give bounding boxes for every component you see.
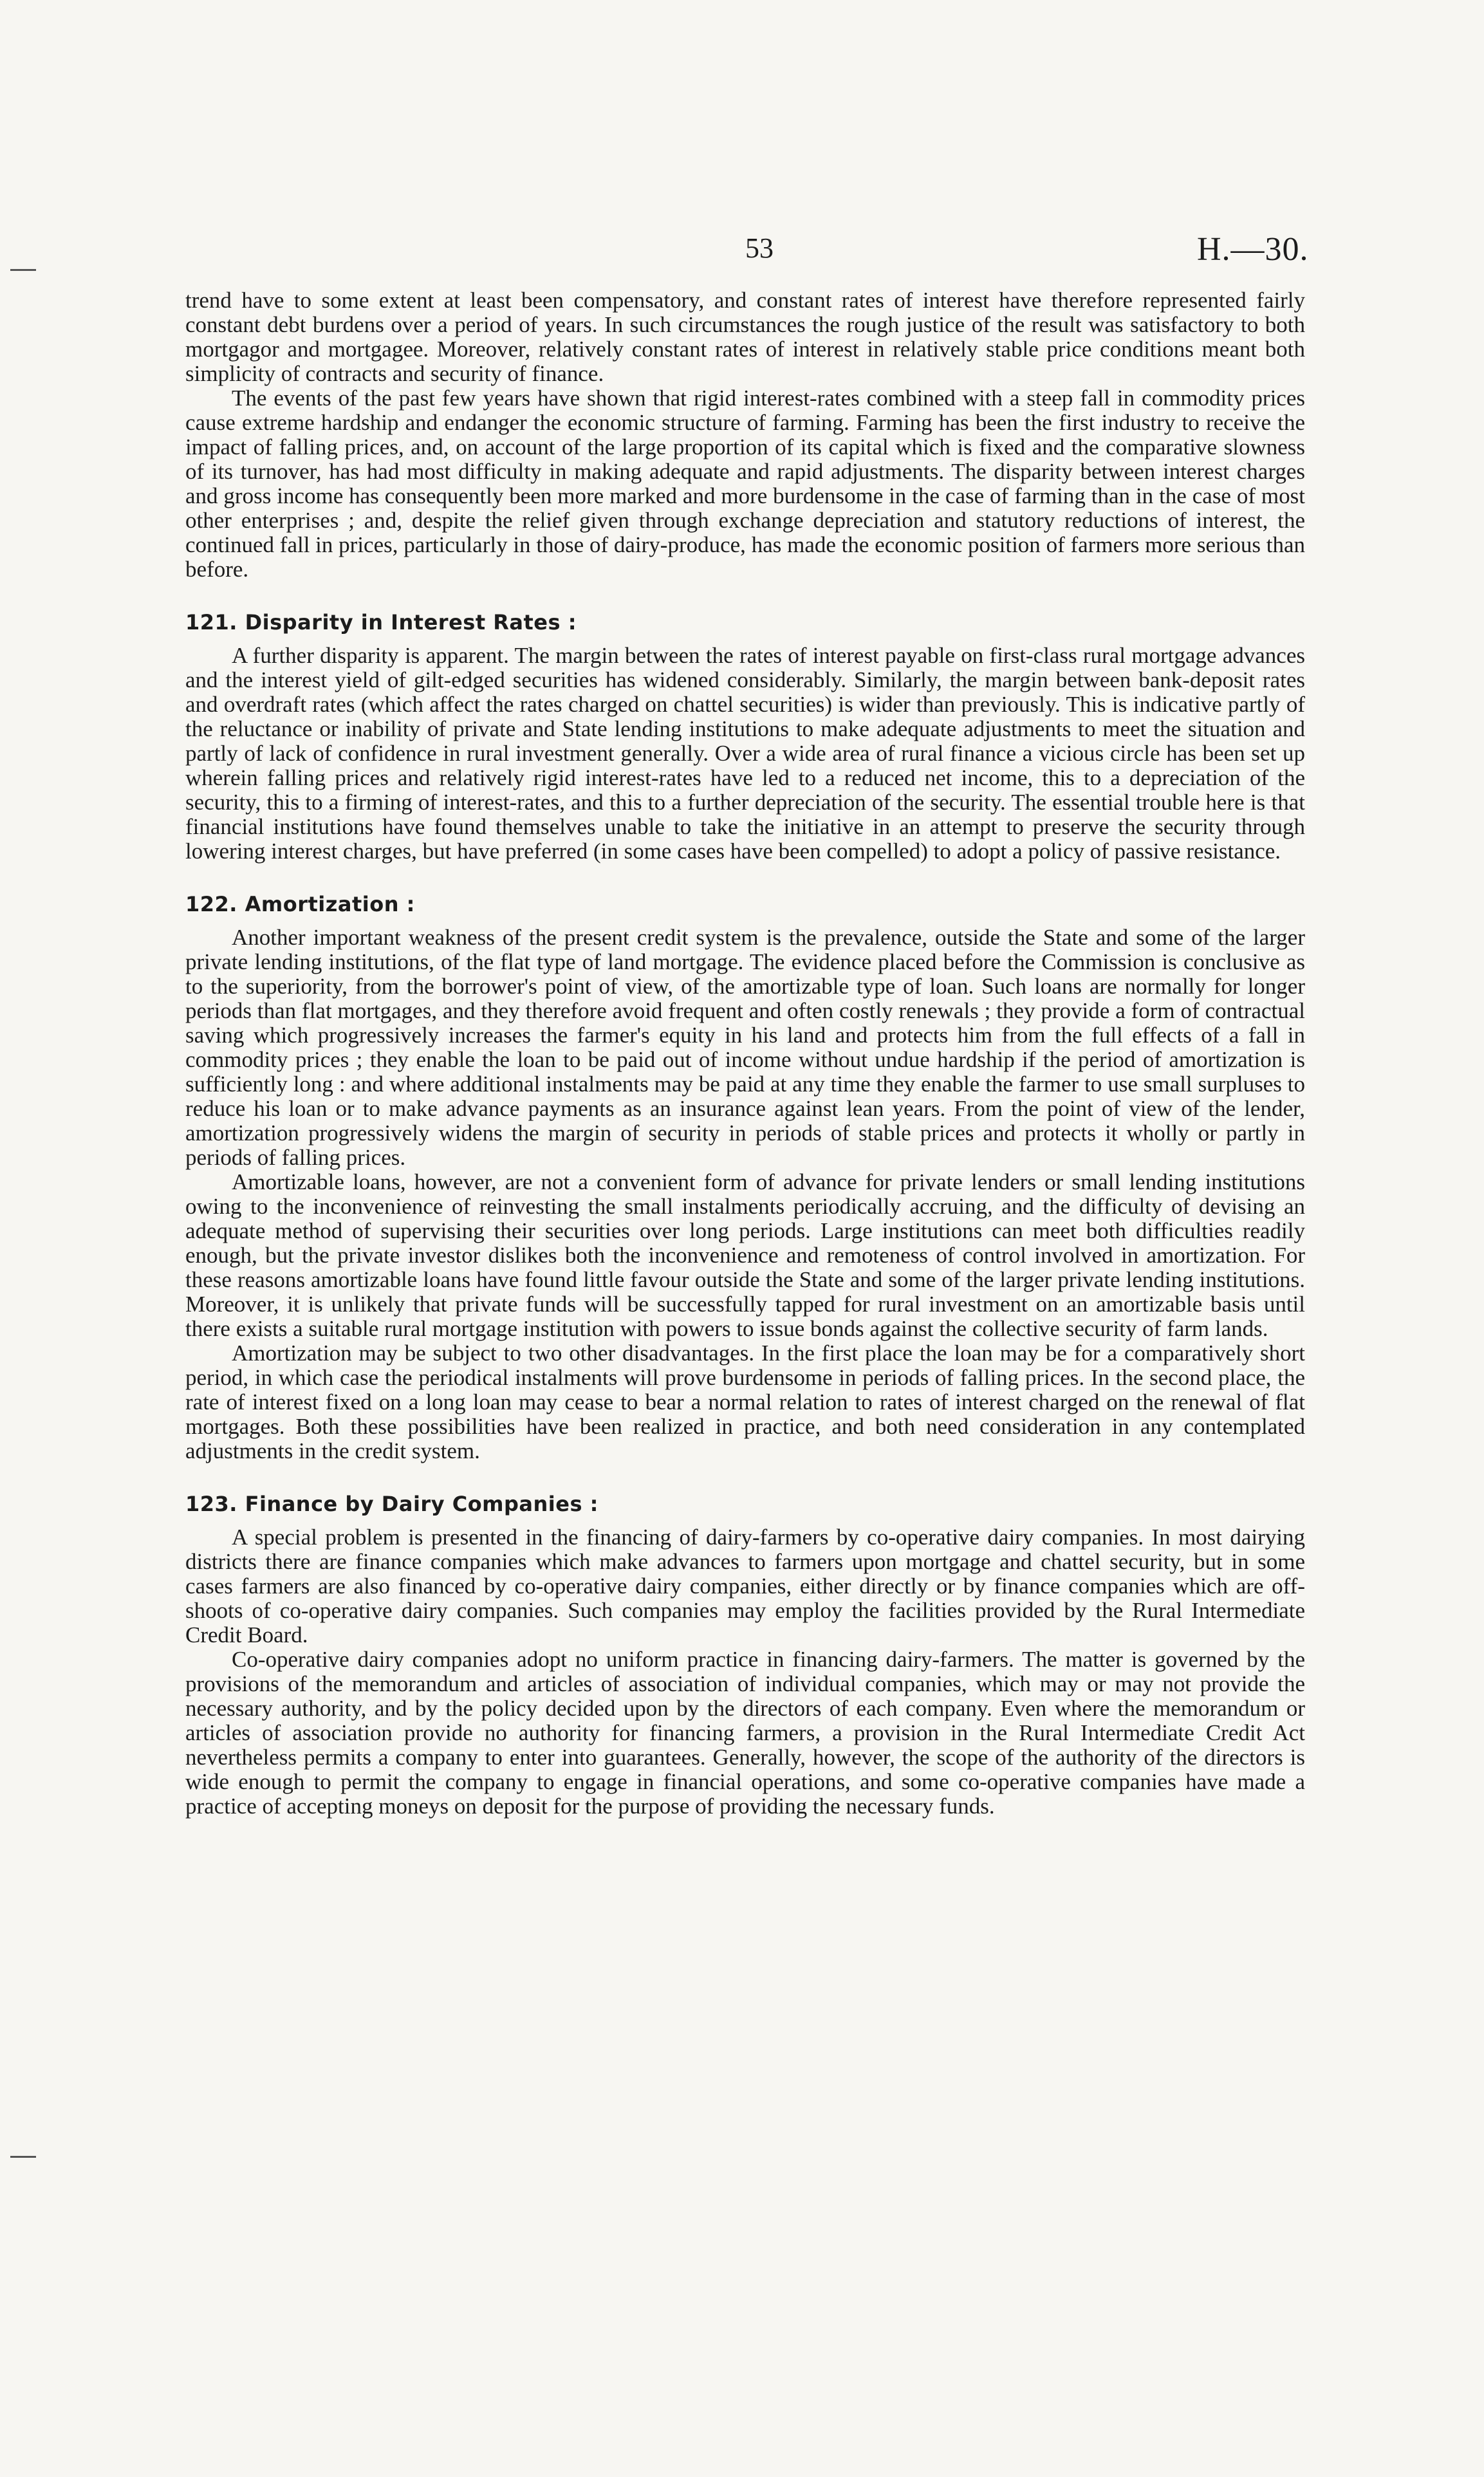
- margin-mark: [10, 269, 36, 271]
- section-heading-121: 121. Disparity in Interest Rates :: [185, 610, 577, 635]
- paragraph: A further disparity is apparent. The margin between the rates of interest payable on first-class rural mortgage advances and the interest yield of gilt-edged securities has widened considerably. Similarly, the margin between bank-deposit rates and overdraft rates (which affect the rates charged on chattel securities) is wider than previously. This is indicative partly of the reluctance or inability of private and State lending institutions to make adequate adjustments to meet the situation and partly of lack of confidence in rural investment generally. Over a wide area of rural finance a vicious circle has been set up wherein falling prices and relatively rigid interest-rates have led to a reduced net income, this to a depreciation of the security, this to a firming of interest-rates, and this to a further depreciation of the security. The essential trouble here is that financial institutions have found themselves unable to take the initiative in an attempt to preserve the security through lowering interest charges, but have preferred (in some cases have been compelled) to adopt a policy of passive resistance.: [185, 643, 1305, 864]
- paragraph: Co-operative dairy companies adopt no uniform practice in financing dairy-farmers. The matter is governed by the provisions of the memorandum and articles of association of individual companies, which may or may not provide the necessary authority, and by the policy decided upon by the directors of each company. Even where the memorandum or articles of association provide no authority for financing farmers, a provision in the Rural Intermediate Credit Act nevertheless permits a company to enter into guarantees. Generally, however, the scope of the authority of the directors is wide enough to permit the company to engage in financial operations, and some co-operative companies have made a practice of accepting moneys on deposit for the purpose of providing the necessary funds.: [185, 1647, 1305, 1819]
- section-heading-122: 122. Amortization :: [185, 892, 415, 916]
- paragraph: Amortizable loans, however, are not a convenient form of advance for private lenders or small lending institutions owing to the inconvenience of reinvesting the small instalments periodically accruing, and the difficulty of devising an adequate method of supervising their securities over long periods. Large institutions can meet both difficulties readily enough, but the private investor dislikes both the inconvenience and remoteness of control involved in amortization. For these reasons amortizable loans have found little favour outside the State and some of the larger private lending institutions. Moreover, it is unlikely that private funds will be successfully tapped for rural investment on an amortizable basis until there exists a suitable rural mortgage institution with powers to issue bonds against the collective security of farm lands.: [185, 1169, 1305, 1341]
- margin-mark: [10, 2156, 36, 2158]
- paragraph: The events of the past few years have shown that rigid interest-rates combined with a steep fall in commodity prices cause extreme hardship and endanger the economic structure of farming. Farming has been the first industry to receive the impact of falling prices, and, on account of the large proportion of its capital which is fixed and the comparative slowness of its turnover, has had most difficulty in making adequate and rapid adjustments. The disparity between interest charges and gross income has consequently been more marked and more burdensome in the case of farming than in the case of most other enterprises ; and, despite the relief given through exchange depreciation and statutory reductions of interest, the continued fall in prices, particularly in those of dairy-produce, has made the economic position of farmers more serious than before.: [185, 385, 1305, 582]
- document-reference: H.—30.: [1197, 231, 1309, 268]
- paragraph: trend have to some extent at least been compensatory, and constant rates of interest have therefore represented fairly constant debt burdens over a period of years. In such circumstances the rough justice of the result was satisfactory to both mortgagor and mortgagee. Moreover, relatively constant rates of interest in relatively stable price conditions meant both simplicity of contracts and security of finance.: [185, 288, 1305, 386]
- section-heading-123: 123. Finance by Dairy Companies :: [185, 1492, 598, 1516]
- paragraph: Amortization may be subject to two other disadvantages. In the first place the loan may be for a comparatively short period, in which case the periodical instalments will prove burdensome in periods of falling prices. In the second place, the rate of interest fixed on a long loan may cease to bear a normal relation to rates of interest charged on the renewal of flat mortgages. Both these possibilities have been realized in practice, and both need consideration in any contemplated adjustments in the credit system.: [185, 1341, 1305, 1463]
- paragraph: A special problem is presented in the financing of dairy-farmers by co-operative dairy companies. In most dairying districts there are finance companies which make advances to farmers upon mortgage and chattel security, but in some cases farmers are also financed by co-operative dairy companies, either directly or by finance companies which are off-shoots of co-operative dairy companies. Such companies may employ the facilities provided by the Rural Intermediate Credit Board.: [185, 1525, 1305, 1647]
- paragraph: Another important weakness of the present credit system is the prevalence, outside the State and some of the larger private lending institutions, of the flat type of land mortgage. The evidence placed before the Commission is conclusive as to the superiority, from the borrower's point of view, of the amortizable type of loan. Such loans are normally for longer periods than flat mortgages, and they therefore avoid frequent and often costly renewals ; they provide a form of contractual saving which progressively increases the farmer's equity in his land and protects him from the full effects of a fall in commodity prices ; they enable the loan to be paid out of income without undue hardship if the period of amortization is sufficiently long : and where additional instalments may be paid at any time they enable the farmer to use small surpluses to reduce his loan or to make advance payments as an insurance against lean years. From the point of view of the lender, amortization progressively widens the margin of security in periods of stable prices and protects it wholly or partly in periods of falling prices.: [185, 925, 1305, 1170]
- page-number: 53: [745, 232, 774, 264]
- document-body: [185, 288, 1305, 1819]
